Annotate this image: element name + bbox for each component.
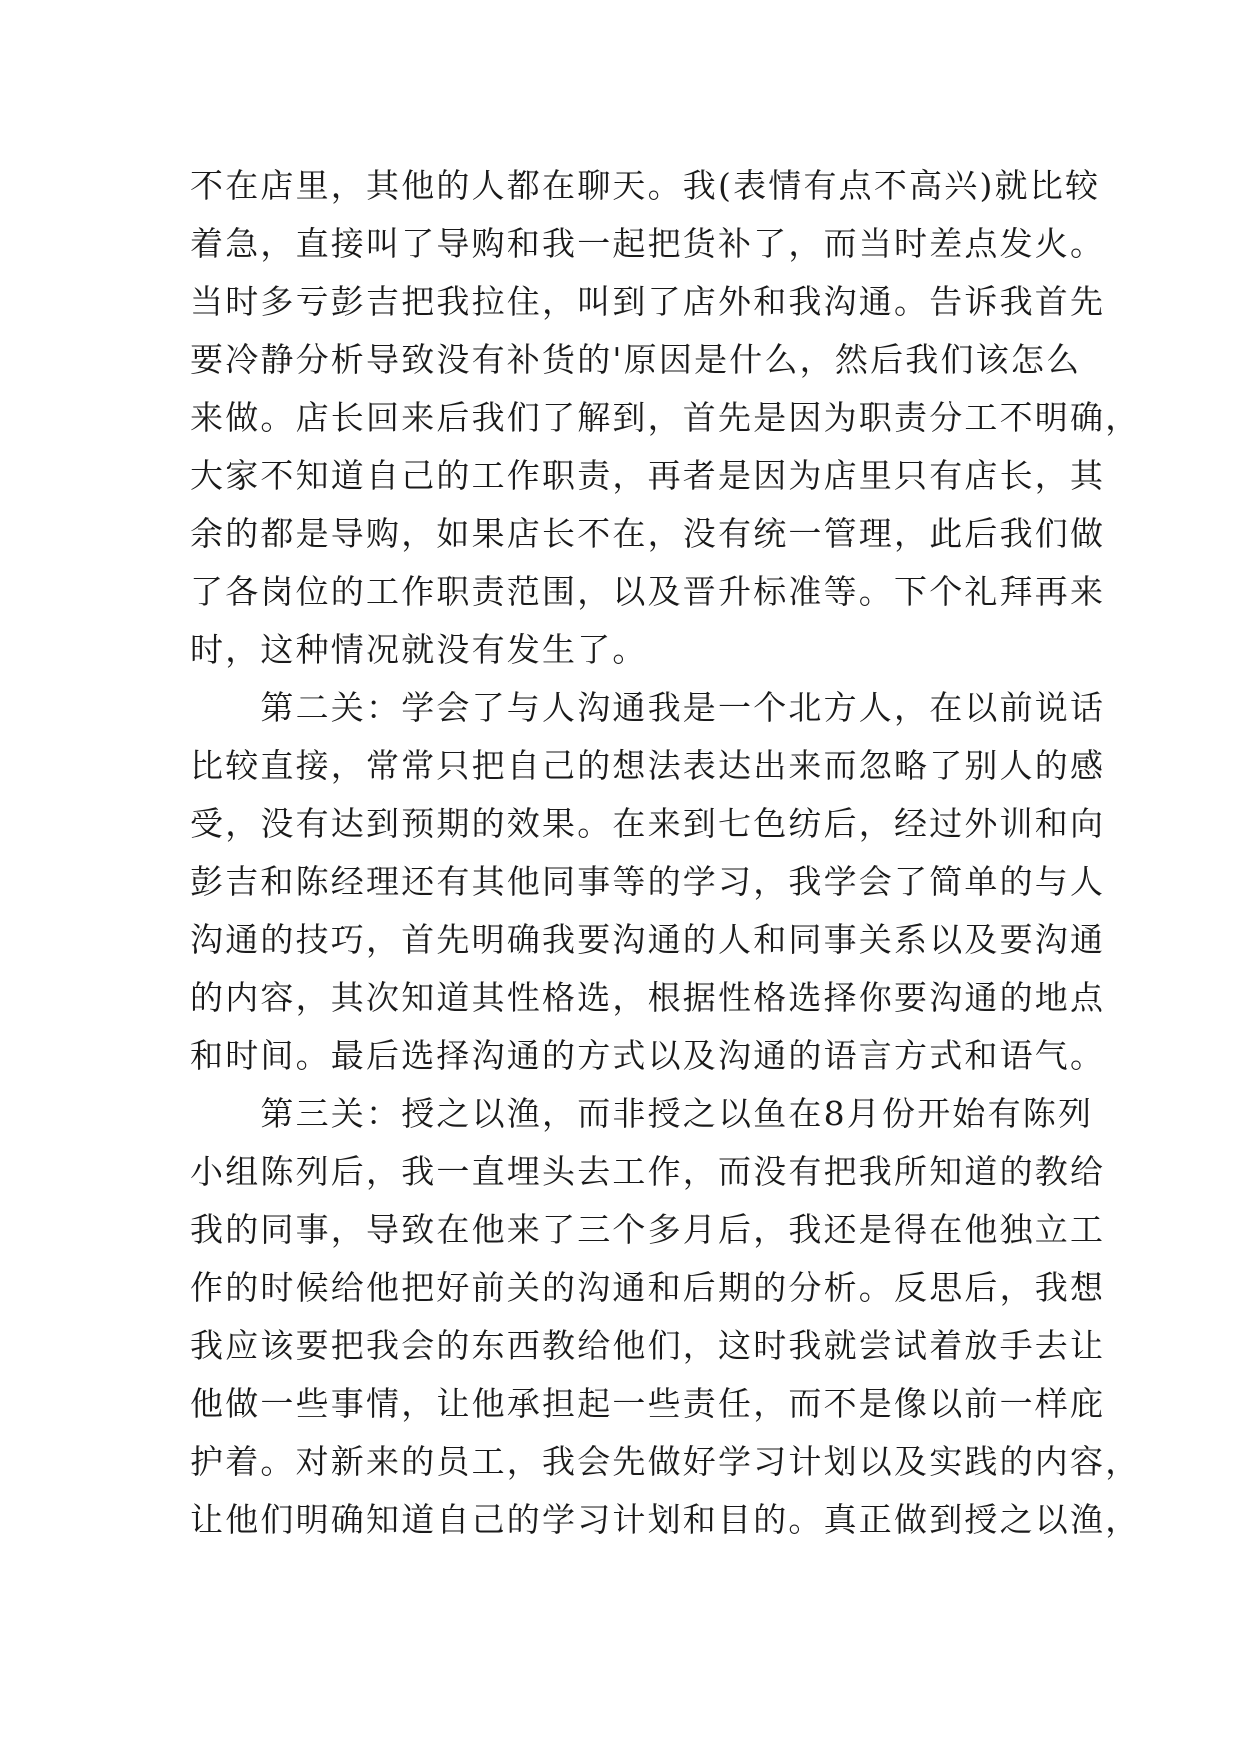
text-line: 大家不知道自己的工作职责，再者是因为店里只有店长，其: [190, 456, 1106, 495]
text-line: 来做。店长回来后我们了解到，首先是因为职责分工不明确，: [190, 398, 1141, 437]
text-line: 和时间。最后选择沟通的方式以及沟通的语言方式和语气。: [190, 1036, 1106, 1075]
text-line: 着急，直接叫了导购和我一起把货补了，而当时差点发火。: [190, 224, 1106, 263]
paragraph-start-line: 第二关：学会了与人沟通我是一个北方人，在以前说话: [190, 688, 1106, 727]
text-line: 要冷静分析导致没有补货的'原因是什么，然后我们该怎么: [190, 340, 1082, 379]
text-line: 沟通的技巧，首先明确我要沟通的人和同事关系以及要沟通: [190, 920, 1106, 959]
text-line: 了各岗位的工作职责范围，以及晋升标准等。下个礼拜再来: [190, 572, 1106, 611]
text-line: 不在店里，其他的人都在聊天。我(表情有点不高兴)就比较: [190, 166, 1101, 205]
text-line: 受，没有达到预期的效果。在来到七色纺后，经过外训和向: [190, 804, 1106, 843]
text-line: 余的都是导购，如果店长不在，没有统一管理，此后我们做: [190, 514, 1106, 553]
text-line: 时，这种情况就没有发生了。: [190, 630, 648, 669]
text-line: 比较直接，常常只把自己的想法表达出来而忽略了别人的感: [190, 746, 1106, 785]
text-line: 当时多亏彭吉把我拉住，叫到了店外和我沟通。告诉我首先: [190, 282, 1106, 321]
text-line: 的内容，其次知道其性格选，根据性格选择你要沟通的地点: [190, 978, 1106, 1017]
paragraph-start-line: 第三关：授之以渔，而非授之以鱼在8月份开始有陈列: [190, 1094, 1094, 1133]
text-line: 我的同事，导致在他来了三个多月后，我还是得在他独立工: [190, 1210, 1106, 1249]
text-line: 让他们明确知道自己的学习计划和目的。真正做到授之以渔，: [190, 1500, 1141, 1539]
text-line: 我应该要把我会的东西教给他们，这时我就尝试着放手去让: [190, 1326, 1106, 1365]
text-line: 小组陈列后，我一直埋头去工作，而没有把我所知道的教给: [190, 1152, 1106, 1191]
text-line: 护着。对新来的员工，我会先做好学习计划以及实践的内容，: [190, 1442, 1141, 1481]
text-line: 彭吉和陈经理还有其他同事等的学习，我学会了简单的与人: [190, 862, 1106, 901]
text-line: 作的时候给他把好前关的沟通和后期的分析。反思后，我想: [190, 1268, 1106, 1307]
text-line: 他做一些事情，让他承担起一些责任，而不是像以前一样庇: [190, 1384, 1106, 1423]
document-body: [190, 157, 1141, 1549]
